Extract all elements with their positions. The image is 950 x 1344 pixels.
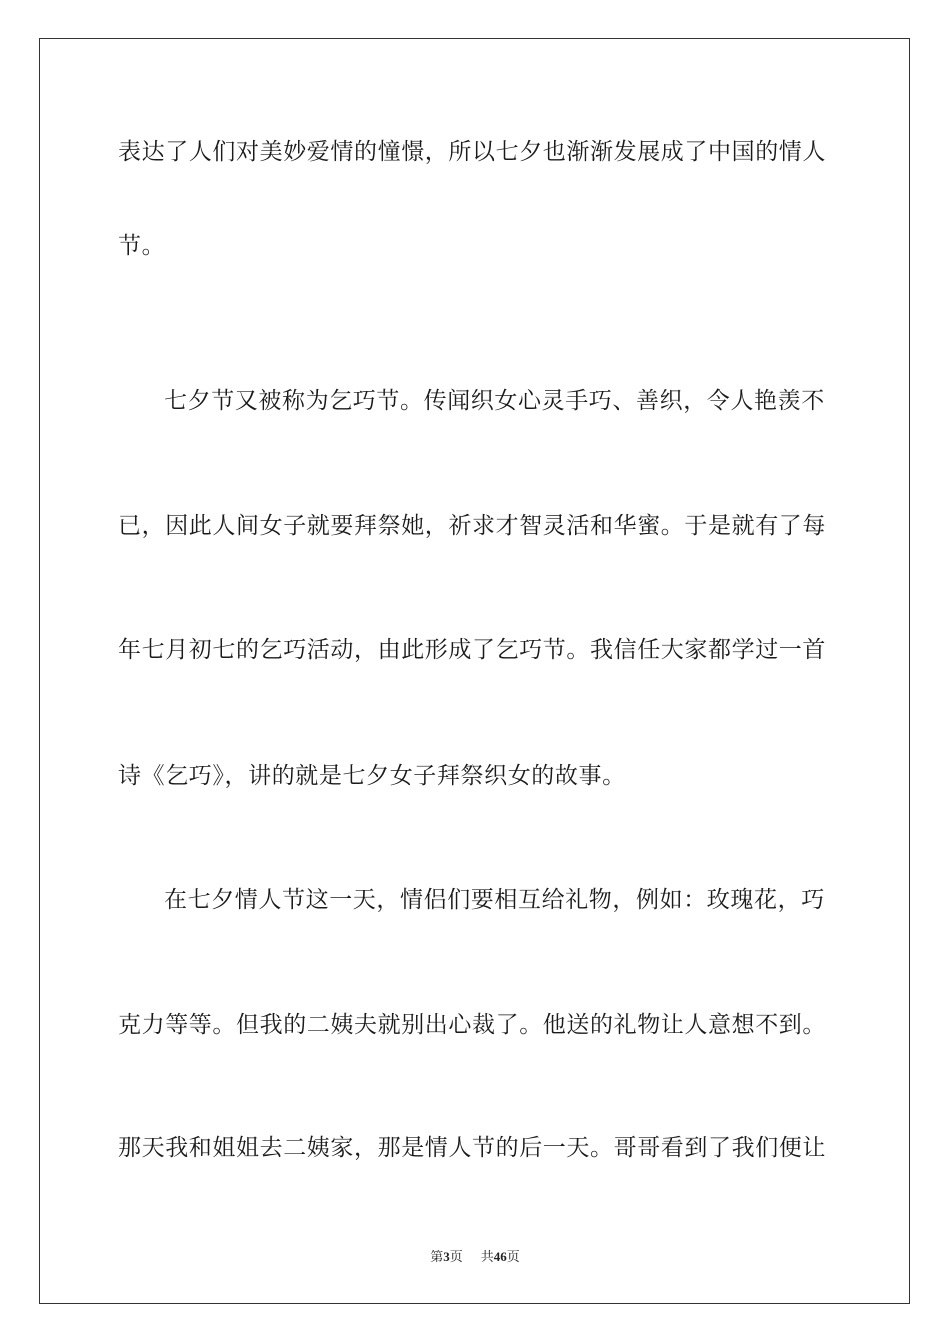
body-text-line: 年七月初七的乞巧活动，由此形成了乞巧节。我信任大家都学过一首: [118, 637, 826, 663]
total-pages: 46: [493, 1249, 507, 1264]
body-text-line: 已，因此人间女子就要拜祭她，祈求才智灵活和华蜜。于是就有了每: [118, 513, 826, 539]
total-label-prefix: 共: [480, 1249, 494, 1264]
page-label-prefix: 第: [430, 1249, 444, 1264]
body-text-line: 那天我和姐姐去二姨家，那是情人节的后一天。哥哥看到了我们便让: [118, 1135, 826, 1161]
total-label-suffix: 页: [506, 1249, 520, 1264]
page-footer: [0, 1248, 950, 1266]
body-text-line: 克力等等。但我的二姨夫就别出心裁了。他送的礼物让人意想不到。: [118, 1012, 826, 1038]
paragraph-first-line: 七夕节又被称为乞巧节。传闻织女心灵手巧、善织，令人艳羡不: [164, 388, 825, 414]
paragraph-first-line: 在七夕情人节这一天，情侣们要相互给礼物，例如：玫瑰花，巧: [164, 887, 825, 913]
body-text-line: 节。: [118, 233, 166, 259]
page-label-suffix: 页: [449, 1249, 463, 1264]
body-text-line: 诗《乞巧》，讲的就是七夕女子拜祭织女的故事。: [118, 763, 626, 789]
body-text-line: 表达了人们对美妙爱情的憧憬，所以七夕也渐渐发展成了中国的情人: [118, 139, 826, 165]
page-border: [39, 38, 910, 1304]
page-number: 3: [443, 1249, 450, 1264]
